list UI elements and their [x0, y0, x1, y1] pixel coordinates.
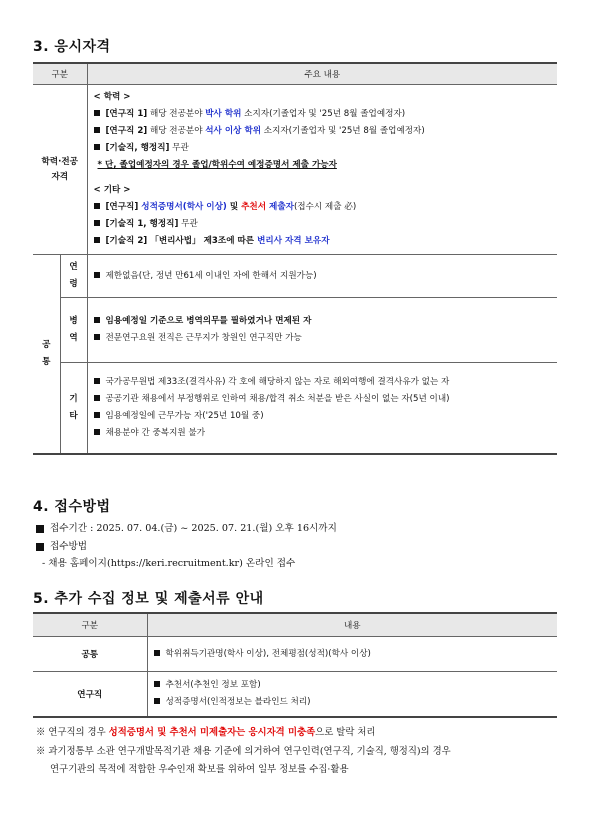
item-text: 무관: [178, 219, 198, 229]
item-tag: [연구직]: [105, 202, 142, 212]
list-item: [94, 106, 558, 123]
list-item: [154, 694, 558, 711]
bullet-icon: [36, 543, 44, 551]
list-item: [94, 330, 558, 347]
bullet-icon: [94, 144, 100, 150]
item-text: 채용분야 간 중복지원 불가: [105, 428, 206, 438]
row-label-researcher: 연구직: [33, 672, 147, 718]
list-item: [94, 425, 558, 442]
item-text: 공공기관 채용에서 부정행위로 인하여 채용/합격 취소 처분을 받은 사실이 없는 자(5년 이내): [105, 394, 450, 404]
degree-highlight: 석사 이상 학위: [205, 126, 262, 136]
documents-table: [33, 612, 557, 718]
section-4-title: 4. 접수방법: [33, 499, 111, 515]
application-period: [36, 520, 337, 534]
license-highlight: 변리사 자격 보유자: [257, 236, 330, 246]
item-text: 해당 전공분야: [147, 109, 206, 119]
spacer: [94, 174, 558, 182]
list-item: [94, 391, 558, 408]
bullet-icon: [94, 395, 100, 401]
item-tag: [기술직 1, 행정직]: [105, 219, 179, 229]
bullet-icon: [94, 272, 100, 278]
item-text: 제한없음(단, 정년 만61세 이내인 자에 한해서 지원가능): [105, 270, 317, 281]
edu-heading: < 학력 >: [93, 92, 131, 102]
table-row: [33, 637, 557, 672]
bullet-icon: [94, 429, 100, 435]
military-content: [87, 298, 557, 363]
qualification-table: [33, 62, 557, 455]
item-tag: [연구직 1]: [105, 109, 148, 119]
list-item: [94, 374, 558, 391]
note-text: ※ 연구직의 경우: [36, 727, 109, 738]
item-text: 제출자: [266, 202, 294, 212]
bullet-icon: [94, 220, 100, 226]
bullet-icon: [94, 203, 100, 209]
footnote-2: ※ 과기정통부 소관 연구개발목적기관 채용 기준에 의거하여 연구인력(연구직, 기술직, 행정직)의 경우: [36, 746, 451, 757]
bullet-icon: [94, 237, 100, 243]
table-row-age: [33, 255, 557, 298]
list-item: [154, 677, 558, 694]
item-tag: [기술직 2] 「변리사법」 제3조에 따른: [105, 236, 258, 246]
item-text: 및: [226, 202, 242, 212]
list-item: [154, 646, 558, 663]
table-row-military: [33, 298, 557, 363]
item-text: 소지자(기졸업자 및 '25년 8월 졸업예정자): [261, 126, 425, 136]
item-text: 소지자(기졸업자 및 '25년 8월 졸업예정자): [241, 109, 406, 119]
degree-highlight: 박사 학위: [205, 109, 242, 119]
recommendation-highlight: 추천서: [241, 202, 267, 212]
item-text: 국가공무원법 제33조(결격사유) 각 호에 해당하지 않는 자로 해외여행에 결격사유가 없는 자: [105, 377, 450, 387]
list-item: [94, 123, 558, 140]
bullet-icon: [94, 378, 100, 384]
item-text: 해당 전공분야: [147, 126, 206, 136]
item-text: 학위취득기관명(학사 이상), 전체평점(성적)(학사 이상): [165, 648, 371, 659]
other-content: [87, 363, 557, 455]
row-label-education: 학력·전공 자격: [33, 85, 87, 255]
item-text: 임용예정일 기준으로 병역의무를 필하였거나 면제된 자: [105, 316, 312, 326]
row-label-common: 공 통: [33, 255, 60, 455]
application-method-detail: - 채용 홈페이지(https://keri.recruitment.kr) 온라인 접수: [42, 558, 296, 569]
education-content: [87, 85, 557, 255]
bullet-icon: [94, 317, 100, 323]
footnote-1: [36, 724, 375, 738]
list-item: [94, 199, 558, 216]
table-row-education: [33, 85, 557, 255]
table-header-content: 내용: [147, 613, 557, 637]
list-item: [94, 313, 558, 330]
bullet-icon: [94, 127, 100, 133]
bullet-icon: [36, 525, 44, 533]
common-docs-content: [147, 637, 557, 672]
row-label-other: 기 타: [60, 363, 87, 455]
item-text: 추천서(추천인 정보 포함): [165, 680, 261, 690]
note-warning: 성적증명서 및 추천서 미제출자는 응시자격 미충족: [108, 727, 316, 738]
table-header-category: 구분: [33, 63, 87, 85]
list-item: [94, 233, 558, 250]
bullet-icon: [154, 681, 160, 687]
item-text: 성적증명서(인적정보는 블라인드 처리): [165, 697, 311, 707]
bullet-icon: [94, 412, 100, 418]
item-tag: [연구직 2]: [105, 126, 148, 136]
row-label-age: 연 령: [60, 255, 87, 298]
row-label-military: 병 역: [60, 298, 87, 363]
table-header-content: 주요 내용: [87, 63, 557, 85]
transcript-highlight: 성적증명서(학사 이상): [141, 202, 227, 212]
etc-heading: < 기타 >: [93, 185, 131, 195]
bullet-icon: [154, 650, 160, 656]
note-text: 으로 탈락 처리: [315, 727, 376, 738]
item-text: 무관: [169, 143, 189, 153]
table-row: [33, 672, 557, 718]
bullet-icon: [94, 110, 100, 116]
table-row-other: [33, 363, 557, 455]
age-content: [87, 255, 557, 298]
footnote-2-continued: 연구기관의 목적에 적합한 우수인재 확보를 위하여 일부 정보를 수집·활용: [50, 764, 349, 775]
application-method: [36, 538, 87, 552]
item-text: 임용예정일에 근무가능 자('25년 10월 중): [105, 411, 264, 421]
item-tag: [기술직, 행정직]: [105, 143, 170, 153]
list-item: [94, 140, 558, 157]
table-header-category: 구분: [33, 613, 147, 637]
section-5-title: 5. 추가 수집 정보 및 제출서류 안내: [33, 591, 264, 607]
bullet-icon: [154, 698, 160, 704]
researcher-docs-content: [147, 672, 557, 718]
section-3-title: 3. 응시자격: [33, 39, 111, 55]
period-text: 접수기간 : 2025. 07. 04.(금) ~ 2025. 07. 21.(월) 오후 16시까지: [50, 523, 337, 534]
list-item: [94, 268, 558, 285]
method-text: 접수방법: [50, 541, 88, 552]
edu-note: * 단, 졸업예정자의 경우 졸업/학위수여 예정증명서 제출 가능자: [97, 160, 337, 170]
list-item: [94, 216, 558, 233]
bullet-icon: [94, 334, 100, 340]
row-label-common: 공통: [33, 637, 147, 672]
item-text: (접수시 제출 必): [293, 202, 357, 212]
item-text: 전문연구요원 전직은 근무지가 창원인 연구직만 가능: [105, 333, 302, 343]
list-item: [94, 408, 558, 425]
